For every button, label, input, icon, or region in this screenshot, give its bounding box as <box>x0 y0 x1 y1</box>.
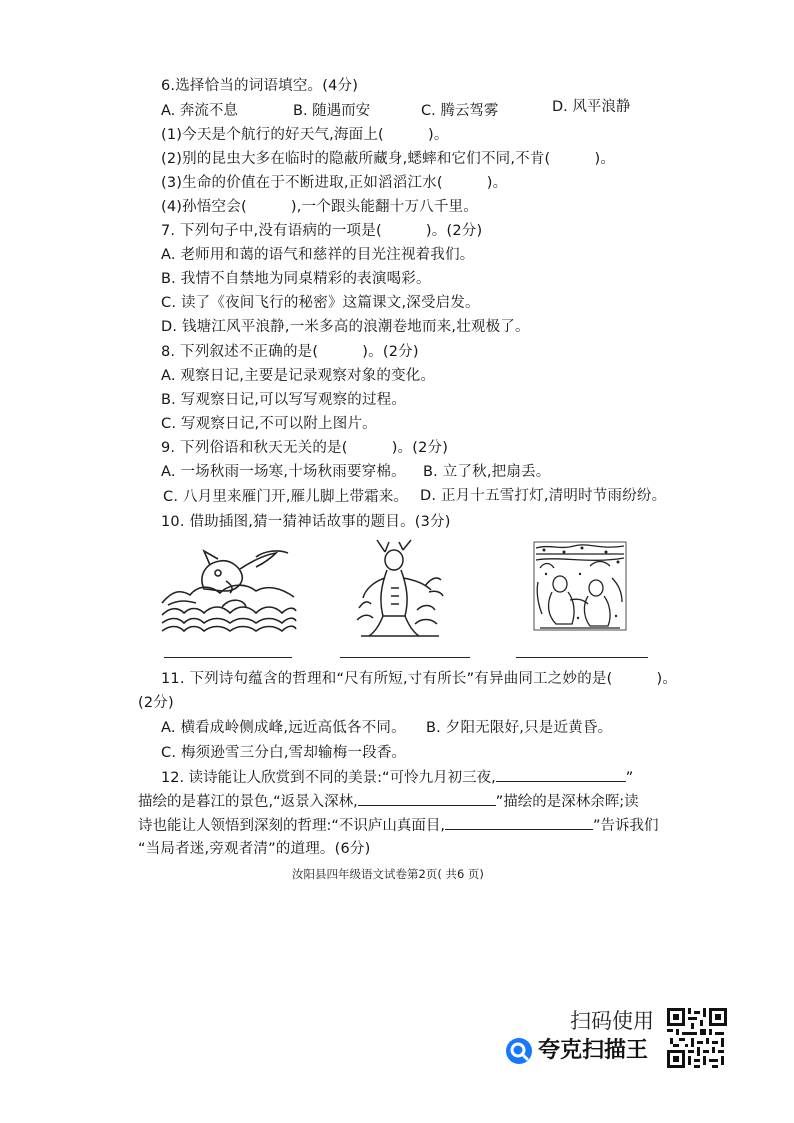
q12-line-2 <box>138 791 639 812</box>
scan-label: 扫码使用 <box>570 1009 654 1033</box>
q12-line-1-quote: ” <box>625 770 634 786</box>
q6-option-a: A. 奔流不息 <box>161 103 238 119</box>
q10-stem: 10. 借助插图,猜一猜神话故事的题目。(3分) <box>161 514 451 530</box>
q8-option-a: A. 观察日记,主要是记录观察对象的变化。 <box>161 368 436 384</box>
q10-answer-line-3[interactable] <box>516 657 648 658</box>
q12-blank-1[interactable] <box>496 767 626 782</box>
q12-line-2-tail: ”描绘的是深林余晖;读 <box>495 794 639 810</box>
q12-line-1 <box>161 767 633 788</box>
q12-blank-3[interactable] <box>445 815 593 830</box>
q9-option-b: B. 立了秋,把扇丢。 <box>423 464 551 480</box>
q11-option-c: C. 梅须逊雪三分白,雪却输梅一段香。 <box>161 745 407 761</box>
q6-item-4: (4)孙悟空会( ),一个跟头能翻十万八千里。 <box>161 199 478 215</box>
q7-stem: 7. 下列句子中,没有语病的一项是( )。(2分) <box>161 223 483 239</box>
illustration-figure-with-plants <box>355 538 445 638</box>
q6-item-2: (2)别的昆虫大多在临时的隐蔽所藏身,蟋蟀和它们不同,不肯( )。 <box>161 151 616 167</box>
q9-option-d: D. 正月十五雪打灯,清明时节雨纷纷。 <box>420 488 667 504</box>
q6-item-1: (1)今天是个航行的好天气,海面上( )。 <box>161 127 449 143</box>
q7-option-d: D. 钱塘江风平浪静,一米多高的浪潮卷地而来,壮观极了。 <box>161 319 530 335</box>
q6-option-c: C. 腾云驾雾 <box>421 103 499 119</box>
q6-option-b: B. 随遇而安 <box>293 103 371 119</box>
q6-stem: 6.选择恰当的词语填空。(4分) <box>161 78 359 94</box>
q11-score: (2分) <box>138 695 174 711</box>
q8-stem: 8. 下列叙述不正确的是( )。(2分) <box>161 344 419 360</box>
q11-stem: 11. 下列诗句蕴含的哲理和“尺有所短,寸有所长”有异曲同工之妙的是( )。 <box>161 671 678 687</box>
q8-option-b: B. 写观察日记,可以写写观察的过程。 <box>161 392 407 408</box>
q12-blank-2[interactable] <box>358 791 496 806</box>
q9-stem: 9. 下列俗语和秋天无关的是( )。(2分) <box>161 440 449 456</box>
page-footer: 汝阳县四年级语文试卷第2页( 共6 页) <box>292 867 484 881</box>
q12-line-2-text: 描绘的是暮江的景色,“返景入深林, <box>138 794 358 810</box>
q8-option-c: C. 写观察日记,不可以附上图片。 <box>161 416 377 432</box>
app-name: 夸克扫描王 <box>538 1038 649 1063</box>
q7-option-c: C. 读了《夜间飞行的秘密》这篇课文,深受启发。 <box>161 295 480 311</box>
q9-option-c: C. 八月里来雁门开,雁儿脚上带霜来。 <box>163 489 409 505</box>
q12-line-4: “当局者迷,旁观者清”的道理。(6分) <box>138 841 371 857</box>
q12-line-3-text: 诗也能让人领悟到深刻的哲理:“不识庐山真面目, <box>138 818 446 834</box>
q7-option-a: A. 老师用和蔼的语气和慈祥的目光注视着我们。 <box>161 247 475 263</box>
q11-option-a: A. 横看成岭侧成峰,远近高低各不同。 <box>161 720 406 736</box>
qr-code-icon[interactable] <box>667 1008 727 1068</box>
q7-option-b: B. 我情不自禁地为同桌精彩的表演喝彩。 <box>161 271 431 287</box>
q12-line-3 <box>138 815 659 836</box>
q12-line-1-text: 12. 读诗能让人欣赏到不同的美景:“可怜九月初三夜, <box>161 770 496 786</box>
quark-logo-icon <box>505 1037 533 1065</box>
illustration-bird-over-sea <box>160 545 298 637</box>
q6-option-d: D. 风平浪静 <box>552 99 631 115</box>
q12-line-3-tail: ”告诉我们 <box>593 818 659 834</box>
q10-answer-line-2[interactable] <box>340 657 470 658</box>
q6-item-3: (3)生命的价值在于不断进取,正如滔滔江水( )。 <box>161 175 508 191</box>
q11-option-b: B. 夕阳无限好,只是近黄昏。 <box>426 720 613 736</box>
q9-option-a: A. 一场秋雨一场寒,十场秋雨要穿棉。 <box>161 464 406 480</box>
q10-answer-line-1[interactable] <box>164 657 292 658</box>
illustration-scene-figures <box>530 538 630 636</box>
